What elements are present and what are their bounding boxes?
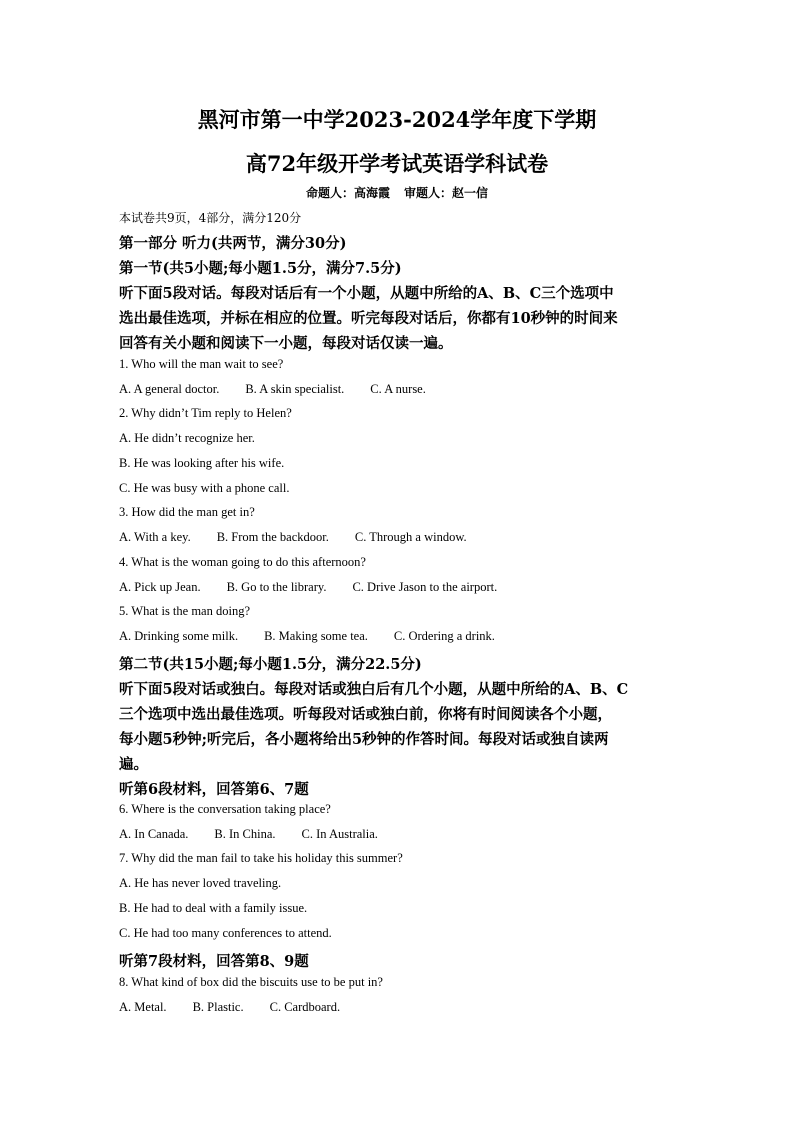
author: 命题人：高海霞 [305, 186, 390, 200]
option: B. He had to deal with a family issue. [119, 901, 308, 915]
section2-title: 第二节(共15小题;每小题1.5分，满分22.5分) [119, 656, 422, 673]
section2-instruction: 遍。 [119, 756, 148, 773]
question: 2. Why didn’t Tim reply to Helen? [119, 406, 292, 420]
section2-instruction: 听下面5段对话或独白。每段对话或独白后有几个小题，从题中所给的A、B、C [119, 681, 629, 698]
option: C. A nurse. [370, 382, 426, 396]
option: B. In China. [214, 827, 276, 841]
question: 3. How did the man get in? [119, 505, 255, 519]
option: C. He was busy with a phone call. [119, 481, 290, 495]
option: A. Metal. [119, 1000, 167, 1014]
question: 7. Why did the man fail to take his holiday this summer? [119, 851, 403, 865]
option: A. He has never loved traveling. [119, 876, 282, 890]
options-row [119, 580, 497, 595]
option: A. With a key. [119, 530, 191, 544]
material-heading: 听第7段材料，回答第8、9题 [119, 953, 309, 970]
option: B. He was looking after his wife. [119, 456, 285, 470]
question: 8. What kind of box did the biscuits use to be put in? [119, 975, 383, 989]
section1-instruction: 选出最佳选项，并标在相应的位置。听完每段对话后，你都有10秒钟的时间来 [119, 310, 618, 327]
option: C. Through a window. [354, 530, 467, 544]
question: 6. Where is the conversation taking place? [119, 802, 331, 816]
section2-instruction: 每小题5秒钟;听完后，各小题将给出5秒钟的作答时间。每段对话或独自读两 [119, 731, 609, 748]
option: A. Drinking some milk. [119, 629, 239, 643]
section1-instruction: 听下面5段对话。每段对话后有一个小题，从题中所给的A、B、C三个选项中 [119, 285, 614, 302]
option: C. Cardboard. [269, 1000, 341, 1014]
option: B. Making some tea. [264, 629, 368, 643]
option: A. A general doctor. [119, 382, 220, 396]
section1-title: 第一节(共5小题;每小题1.5分，满分7.5分) [119, 260, 402, 277]
question: 5. What is the man doing? [119, 604, 250, 618]
option: C. Drive Jason to the airport. [352, 580, 498, 594]
part1-title: 第一部分 听力(共两节，满分30分) [119, 235, 347, 252]
options-row [119, 827, 378, 842]
option: B. From the backdoor. [216, 530, 329, 544]
question: 4. What is the woman going to do this afternoon? [119, 555, 366, 569]
options-row [119, 1000, 340, 1015]
option: B. Plastic. [192, 1000, 244, 1014]
option: C. In Australia. [301, 827, 378, 841]
option: A. Pick up Jean. [119, 580, 201, 594]
options-row [119, 629, 495, 644]
option: B. Go to the library. [226, 580, 327, 594]
authors-line [0, 184, 794, 201]
page-title: 黑河市第一中学2023-2024学年度下学期 [197, 107, 597, 132]
section1-instruction: 回答有关小题和阅读下一小题，每段对话仅读一遍。 [119, 335, 453, 352]
option: A. He didn’t recognize her. [119, 431, 255, 445]
page-subtitle: 高72年级开学考试英语学科试卷 [245, 151, 549, 176]
option: C. Ordering a drink. [393, 629, 495, 643]
section2-instruction: 三个选项中选出最佳选项。听每段对话或独白前，你将有时间阅读各个小题， [119, 706, 612, 723]
material-heading: 听第6段材料，回答第6、7题 [119, 781, 309, 798]
option: C. He had too many conferences to attend. [119, 926, 332, 940]
options-row [119, 382, 426, 397]
exam-info: 本试卷共9页，4部分，满分120分 [119, 211, 302, 225]
option: B. A skin specialist. [245, 382, 345, 396]
option: A. In Canada. [119, 827, 189, 841]
options-row [119, 530, 467, 545]
question: 1. Who will the man wait to see? [119, 357, 284, 371]
reviewer: 审题人：赵一信 [404, 186, 489, 200]
